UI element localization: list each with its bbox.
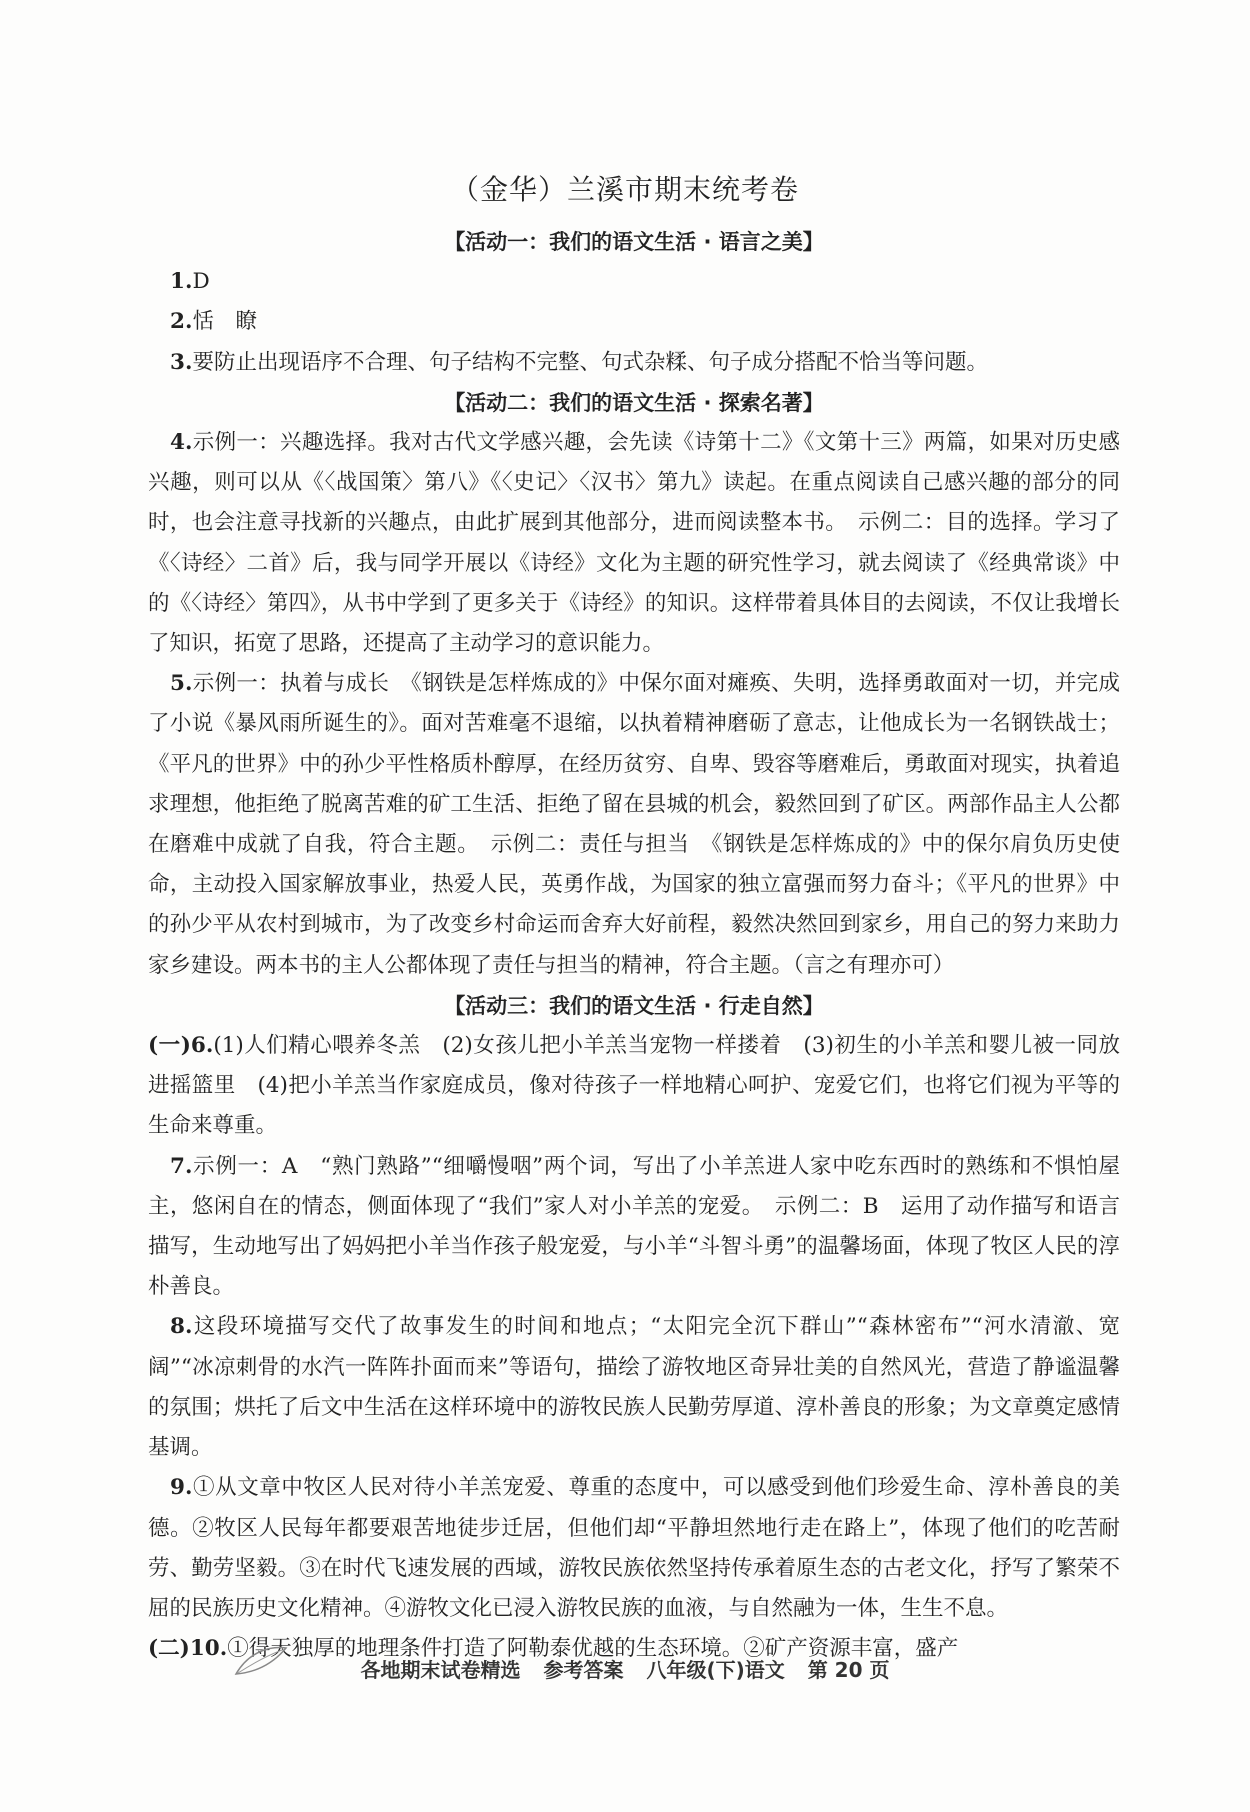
answer-8 <box>148 1307 1120 1468</box>
answer-number: 9. <box>170 1475 193 1501</box>
answer-text: ①得天独厚的地理条件打造了阿勒泰优越的生态环境。②矿产资源丰富，盛产 <box>227 1636 959 1662</box>
answer-text: 这段环境描写交代了故事发生的时间和地点；“太阳完全沉下群山”“森林密布”“河水清澈、宽阔”“冰凉刺骨的水汽一阵阵扑面而来”等语句，描绘了游牧地区奇异壮美的自然风光，营造了静谧温馨的氛围；烘托了后文中生活在这样环境中的游牧民族人民勤劳厚道、淳朴善良的形象；为文章奠定感情基调。 <box>148 1314 1120 1461</box>
answer-5 <box>148 664 1120 986</box>
section-heading-3: 【活动三：我们的语文生活 · 行走自然】 <box>444 993 824 1018</box>
answer-number: 3. <box>170 349 193 375</box>
answer-text: ①从文章中牧区人民对待小羊羔宠爱、尊重的态度中，可以感受到他们珍爱生命、淳朴善良的美德。②牧区人民每年都要艰苦地徒步迁居，但他们却“平静坦然地行走在路上”，体现了他们的吃苦耐劳、勤劳坚毅。③在时代飞速发展的西域，游牧民族依然坚持传承着原生态的古老文化，抒写了繁荣不屈的民族历史文化精神。④游牧文化已浸入游牧民族的血液，与自然融为一体，生生不息。 <box>148 1475 1120 1621</box>
answer-text: 示例一：兴趣选择。我对古代文学感兴趣，会先读《诗第十二》《文第十三》两篇，如果对历史感兴趣，则可以从《〈战国策〉第八》《〈史记〉〈汉书〉第九》读起。在重点阅读自己感兴趣的部分的同时，也会注意寻找新的兴趣点，由此扩展到其他部分，进而阅读整本书。 示例二：目的选择。学习了《〈诗经〉二首》后，我与同学开展以《诗经》文化为主题的研究性学习，就去阅读了《经典常谈》中的《〈诗经〉第四》，从书中学到了更多关于《诗经》的知识。这样带着具体目的去阅读，不仅让我增长了知识，拓宽了思路，还提高了主动学习的意识能力。 <box>148 430 1120 657</box>
answer-number: 4. <box>170 430 193 456</box>
answer-number: 1. <box>170 269 193 295</box>
answer-text: 示例一：A “熟门熟路”“细嚼慢咽”两个词，写出了小羊羔进人家中吃东西时的熟练和不惧怕屋主，悠闲自在的情态，侧面体现了“我们”家人对小羊羔的宠爱。 示例二：B 运用了动作描写和语言描写，生动地写出了妈妈把小羊当作孩子般宠爱，与小羊“斗智斗勇”的温馨场面，体现了牧区人民的淳朴善良。 <box>148 1153 1120 1300</box>
answer-text: 恬 瞭 <box>192 309 257 335</box>
answer-number: 7. <box>170 1153 193 1179</box>
footer-book-title: 各地期末试卷精选 <box>360 1658 521 1682</box>
answer-2 <box>148 302 1120 342</box>
answer-text: 示例一：执着与成长 《钢铁是怎样炼成的》中保尔面对瘫痪、失明，选择勇敢面对一切，并完成了小说《暴风雨所诞生的》。面对苦难毫不退缩，以执着精神磨砺了意志，让他成长为一名钢铁战士；《平凡的世界》中的孙少平性格质朴醇厚，在经历贫穷、自卑、毁容等磨难后，勇敢面对现实，执着追求理想，他拒绝了脱离苦难的矿工生活、拒绝了留在县城的机会，毅然回到了矿区。两部作品主人公都在磨难中成就了自我，符合主题。 示例二：责任与担当 《钢铁是怎样炼成的》中的保尔肩负历史使命，主动投入国家解放事业，热爱人民，英勇作战，为国家的独立富强而努力奋斗；《平凡的世界》中的孙少平从农村到城市，为了改变乡村命运而舍弃大好前程，毅然决然回到家乡，用自己的努力来助力家乡建设。两本书的主人公都体现了责任与担当的精神，符合主题。（言之有理亦可） <box>148 671 1120 978</box>
answer-1 <box>148 262 1120 302</box>
answer-content <box>148 222 1120 1669</box>
answer-text: 要防止出现语序不合理、句子结构不完整、句式杂糅、句子成分搭配不恰当等问题。 <box>192 349 988 375</box>
answer-number: 5. <box>170 671 193 697</box>
answer-7 <box>148 1147 1120 1308</box>
answer-number: 8. <box>170 1314 193 1340</box>
answer-text: (1)人们精心喂养冬羔 (2)女孩儿把小羊羔当宠物一样搂着 (3)初生的小羊羔和婴儿被一同放进摇篮里 (4)把小羊羔当作家庭成员，像对待孩子一样地精心呵护、宠爱它们，也将它们视为平等的生命来尊重。 <box>148 1033 1120 1139</box>
section-heading-1: 【活动一：我们的语文生活 · 语言之美】 <box>444 230 824 254</box>
answer-6 <box>148 1026 1120 1147</box>
footer-page-number: 第 20 页 <box>807 1658 890 1682</box>
answer-9 <box>148 1468 1120 1629</box>
page-title: （金华）兰溪市期末统考卷 <box>450 173 799 206</box>
answer-number: (一)6. <box>148 1033 214 1059</box>
section-heading-2: 【活动二：我们的语文生活 · 探索名著】 <box>444 390 824 415</box>
answer-3 <box>148 343 1120 383</box>
footer-section: 参考答案 <box>543 1658 624 1682</box>
footer-grade: 八年级(下)语文 <box>646 1658 785 1682</box>
answer-number: 2. <box>170 309 193 335</box>
page-footer <box>0 1654 1250 1683</box>
answer-number: (二)10. <box>148 1636 228 1662</box>
answer-4 <box>148 423 1120 664</box>
answer-text: D <box>192 269 210 295</box>
